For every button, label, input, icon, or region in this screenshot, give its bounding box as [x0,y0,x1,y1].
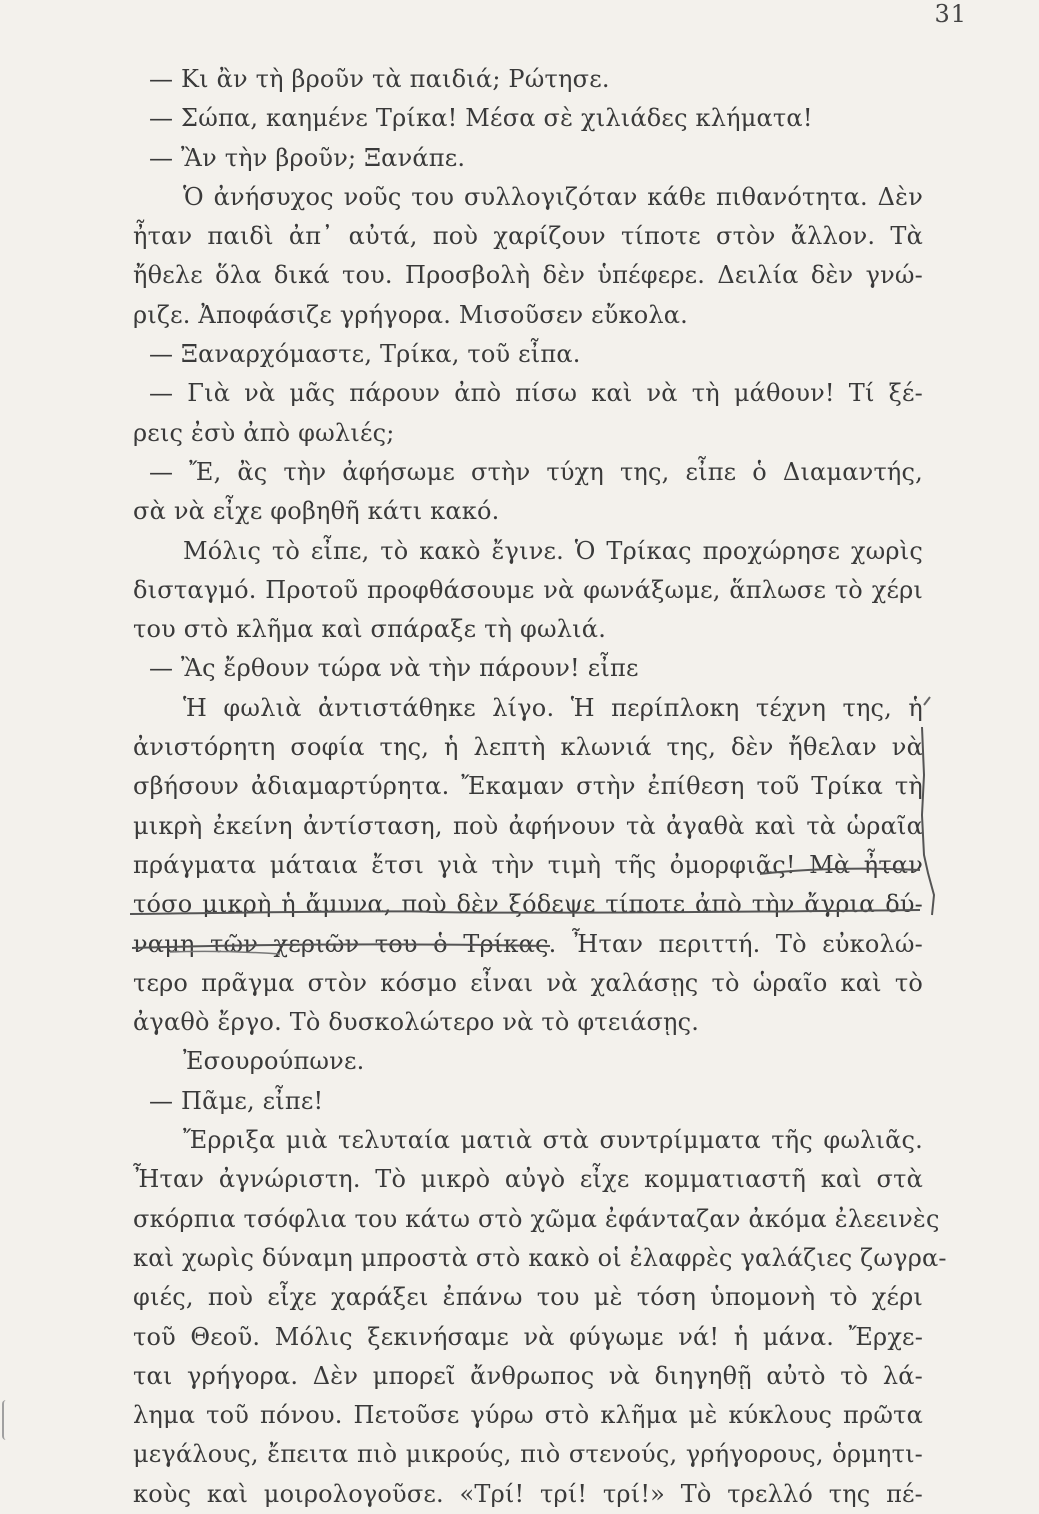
text-line: σβήσουν ἀδιαμαρτύρητα. Ἔκαμαν στὴν ἐπίθεση τοῦ Τρίκα τὴ [133,772,923,801]
text-line: μεγάλους, ἔπειτα πιὸ μικρούς, πιὸ στενούς, γρήγορους, ὁρμητι- [133,1440,923,1469]
text-line: σκόρπια τσόφλια του κάτω στὸ χῶμα ἐφάνταζαν ἀκόμα ἐλεεινὲς [133,1204,940,1233]
text-line: φιές, ποὺ εἶχε χαράξει ἐπάνω του μὲ τόση ὑπομονὴ τὸ χέρι [133,1283,923,1312]
text-line: τόσο μικρὴ ἡ ἄμυνα, ποὺ δὲν ξόδεψε τίποτε ἀπὸ τὴν ἄγρια δύ- [133,890,923,919]
text-line: Μόλις τὸ εἶπε, τὸ κακὸ ἔγινε. Ὁ Τρίκας προχώρησε χωρὶς [183,536,923,565]
text-line: — Ἂς ἔρθουν τώρα νὰ τὴν πάρουν! εἶπε [149,654,639,683]
text-line: — Γιὰ νὰ μᾶς πάρουν ἀπὸ πίσω καὶ νὰ τὴ μάθουν! Τί ξέ- [149,379,923,408]
text-line: ρεις ἐσὺ ἀπὸ φωλιές; [133,418,395,447]
text-line: ἀνιστόρητη σοφία της, ἡ λεπτὴ κλωνιά της, δὲν ἤθελαν νὰ [133,733,923,762]
text-line: λημα τοῦ πόνου. Πετοῦσε γύρω στὸ κλῆμα μὲ κύκλους πρῶτα [133,1401,923,1430]
text-line: τοῦ Θεοῦ. Μόλις ξεκινήσαμε νὰ φύγωμε νά! ἡ μάνα. Ἔρχε- [133,1322,923,1351]
page-number: 31 [934,0,967,28]
text-line: ναμη τῶν χεριῶν του ὁ Τρίκας. Ἦταν περιττή. Τὸ εὐκολώ- [133,929,923,958]
text-line: ἀγαθὸ ἔργο. Τὸ δυσκολώτερο νὰ τὸ φτειάσῃς. [133,1008,700,1037]
text-line: ται γρήγορα. Δὲν μπορεῖ ἄνθρωπος νὰ διηγηθῇ αὐτὸ τὸ λά- [133,1361,923,1390]
text-line: Ἔρριξα μιὰ τελυταία ματιὰ στὰ συντρίμματα τῆς φωλιᾶς. [183,1126,923,1155]
text-line: σὰ νὰ εἶχε φοβηθῆ κάτι κακό. [133,497,500,526]
text-line: Ἡ φωλιὰ ἀντιστάθηκε λίγο. Ἡ περίπλοκη τέχνη της, ἡ [183,693,923,722]
text-line: μικρὴ ἐκείνη ἀντίσταση, ποὺ ἀφήνουν τὰ ἀγαθὰ καὶ τὰ ὡραῖα [133,811,923,840]
text-line: καὶ χωρὶς δύναμη μπροστὰ στὸ κακὸ οἱ ἐλαφρὲς γαλάζιες ζωγρα- [133,1243,947,1272]
text-line: — Ἂν τὴν βροῦν; Ξανάπε. [149,143,466,172]
text-line: Ἦταν ἀγνώριστη. Τὸ μικρὸ αὐγὸ εἶχε κομματιαστῆ καὶ στὰ [133,1165,923,1194]
text-line: πράγματα μάταια ἔτσι γιὰ τὴν τιμὴ τῆς ὀμορφιᾶς! Μὰ ἦταν [133,850,923,879]
text-line: ἦταν παιδὶ ἀπ᾽ αὐτά, ποὺ χαρίζουν τίποτε στὸν ἄλλον. Τὰ [133,222,923,251]
binding-mark [2,1400,12,1440]
text-line: — Πᾶμε, εἶπε! [149,1086,324,1115]
text-line: ριζε. Ἀποφάσιζε γρήγορα. Μισοῦσεν εὔκολα. [133,300,689,329]
text-line: — Ἔ, ἂς τὴν ἀφήσωμε στὴν τύχη της, εἶπε ὁ Διαμαντής, [149,457,923,486]
text-line: — Κι ἂν τὴ βροῦν τὰ παιδιά; Ρώτησε. [149,65,610,93]
text-line: δισταγμό. Προτοῦ προφθάσουμε νὰ φωνάξωμε, ἅπλωσε τὸ χέρι [133,575,923,604]
body-text [133,60,947,1514]
text-line: — Σώπα, καημένε Τρίκα! Μέσα σὲ χιλιάδες κλήματα! [149,104,813,133]
text-line: Ἐσουρούπωνε. [183,1047,365,1076]
text-line: ἤθελε ὅλα δικά του. Προσβολὴ δὲν ὑπέφερε. Δειλία δὲν γνώ- [133,261,923,290]
text-line: κοὺς καὶ μοιρολογοῦσε. «Τρί! τρί! τρί!» Τὸ τρελλό της πέ- [133,1479,923,1508]
text-line: του στὸ κλῆμα καὶ σπάραξε τὴ φωλιά. [133,615,607,644]
text-line: Ὁ ἀνήσυχος νοῦς του συλλογιζόταν κάθε πιθανότητα. Δὲν [183,182,923,211]
text-line: — Ξαναρχόμαστε, Τρίκα, τοῦ εἶπα. [149,340,581,369]
text-line: τερο πρᾶγμα στὸν κόσμο εἶναι νὰ χαλάσῃς τὸ ὡραῖο καὶ τὸ [133,968,923,997]
